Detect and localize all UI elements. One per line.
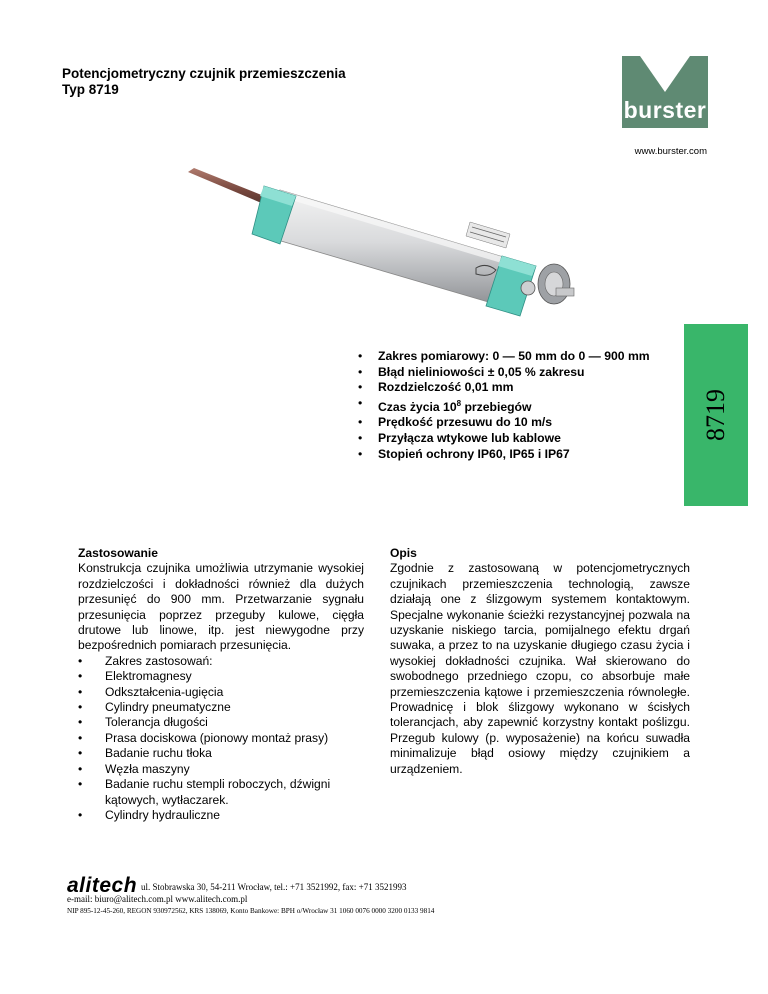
title-line-1: Potencjometryczny czujnik przemieszczenia [62,66,346,81]
feature-item: • Zakres pomiarowy: 0 — 50 mm do 0 — 900 mm [358,349,650,365]
zastosowanie-text: Konstrukcja czujnika umożliwia utrzymanie wysokiej rozdzielczości i dokładności również dla dużych przesunięć do 900 mm. Przetwarzanie sygnału przesunięcia poprzez przeguby kulowe, cięgła drutowe lub linowe, itp. jest niewygodne przy bezpośrednich pomiarach przesunięcia. [78,561,364,653]
burster-logo [622,56,708,128]
feature-item: • Przyłącza wtykowe lub kablowe [358,431,650,447]
footer [67,874,435,917]
feature-list [358,349,650,462]
title-line-2: Typ 8719 [62,82,119,97]
feature-item: • Błąd nieliniowości ± 0,05 % zakresu [358,365,650,381]
sensor-body [264,190,520,306]
logo-triangle-icon [640,56,690,92]
application-list [78,654,364,823]
page-title [62,66,346,98]
feature-item: • Rozdzielczość 0,01 mm [358,380,650,396]
footer-address: ul. Stobrawska 30, 54-211 Wrocław, tel.: +71 3521992, fax: +71 3521993 [141,882,407,892]
list-item: • Prasa dociskowa (pionowy montaż prasy) [78,731,364,746]
alitech-logo: alitech [67,874,138,897]
zastosowanie-heading: Zastosowanie [78,546,158,560]
product-code-label: 8719 [701,389,730,441]
list-item: • Badanie ruchu tłoka [78,746,364,761]
burster-url: www.burster.com [634,146,707,157]
feature-item [358,396,650,416]
opis-text: Zgodnie z zastosowaną w potencjometrycznych czujnikach przemieszczenia technologią, zawsze działają one z ślizgowym systemem kontaktowym. Specjalne wykonanie ścieżki rezystancyjnej pozwala na uzyskanie niskiego tarcia, pomijalnego efektu drgań suwaka, a przez to na uzyskanie długiego czasu życia i wysokiej dokładności czujnika. Wał skierowano do swobodnego przedniego czopu, co absorbuje małe przemieszczenia kątowe i przemieszczenia równoległe. Prowadnicę i blok ślizgowy wykonano w ścisłych tolerancjach, aby zapewnić korzystny kontakt poślizgu. Przegub kulowy (p. wyposażenie) na końcu suwadła minimalizuje błąd osiowy między czujnikiem a urządzeniem. [390,561,690,776]
zastosowanie-section [78,546,364,823]
logo-brand-text: burster [623,97,707,123]
feature-item: • Stopień ochrony IP60, IP65 i IP67 [358,447,650,463]
list-item: • Zakres zastosowań: [78,654,364,669]
feature-superscript: 8 [456,398,462,408]
feature-text: przebiegów [461,399,532,414]
feature-item: • Prędkość przesuwu do 10 m/s [358,415,650,431]
sensor-photo [180,160,580,330]
footer-registry: NIP 895-12-45-260, REGON 930972562, KRS 138069, Konto Bankowe: BPH o/Wrocław 31 1060 0076 0000 3200 0133 9814 [67,907,435,915]
footer-contact: e-mail: biuro@alitech.com.pl www.alitech.com.pl [67,894,248,904]
list-item: • Badanie ruchu stempli roboczych, dźwigni kątowych, wytłaczarek. [78,777,364,808]
list-item: • Elektromagnesy [78,669,364,684]
opis-section [390,546,690,777]
list-item: • Odkształcenia-ugięcia [78,685,364,700]
list-item: • Cylindry pneumatyczne [78,700,364,715]
list-item: • Cylindry hydrauliczne [78,808,364,823]
list-item: • Tolerancja długości [78,715,364,730]
feature-text: Czas życia 10 [378,399,457,414]
product-code-tab [684,324,748,506]
opis-heading: Opis [390,546,417,560]
list-item: • Węzła maszyny [78,762,364,777]
